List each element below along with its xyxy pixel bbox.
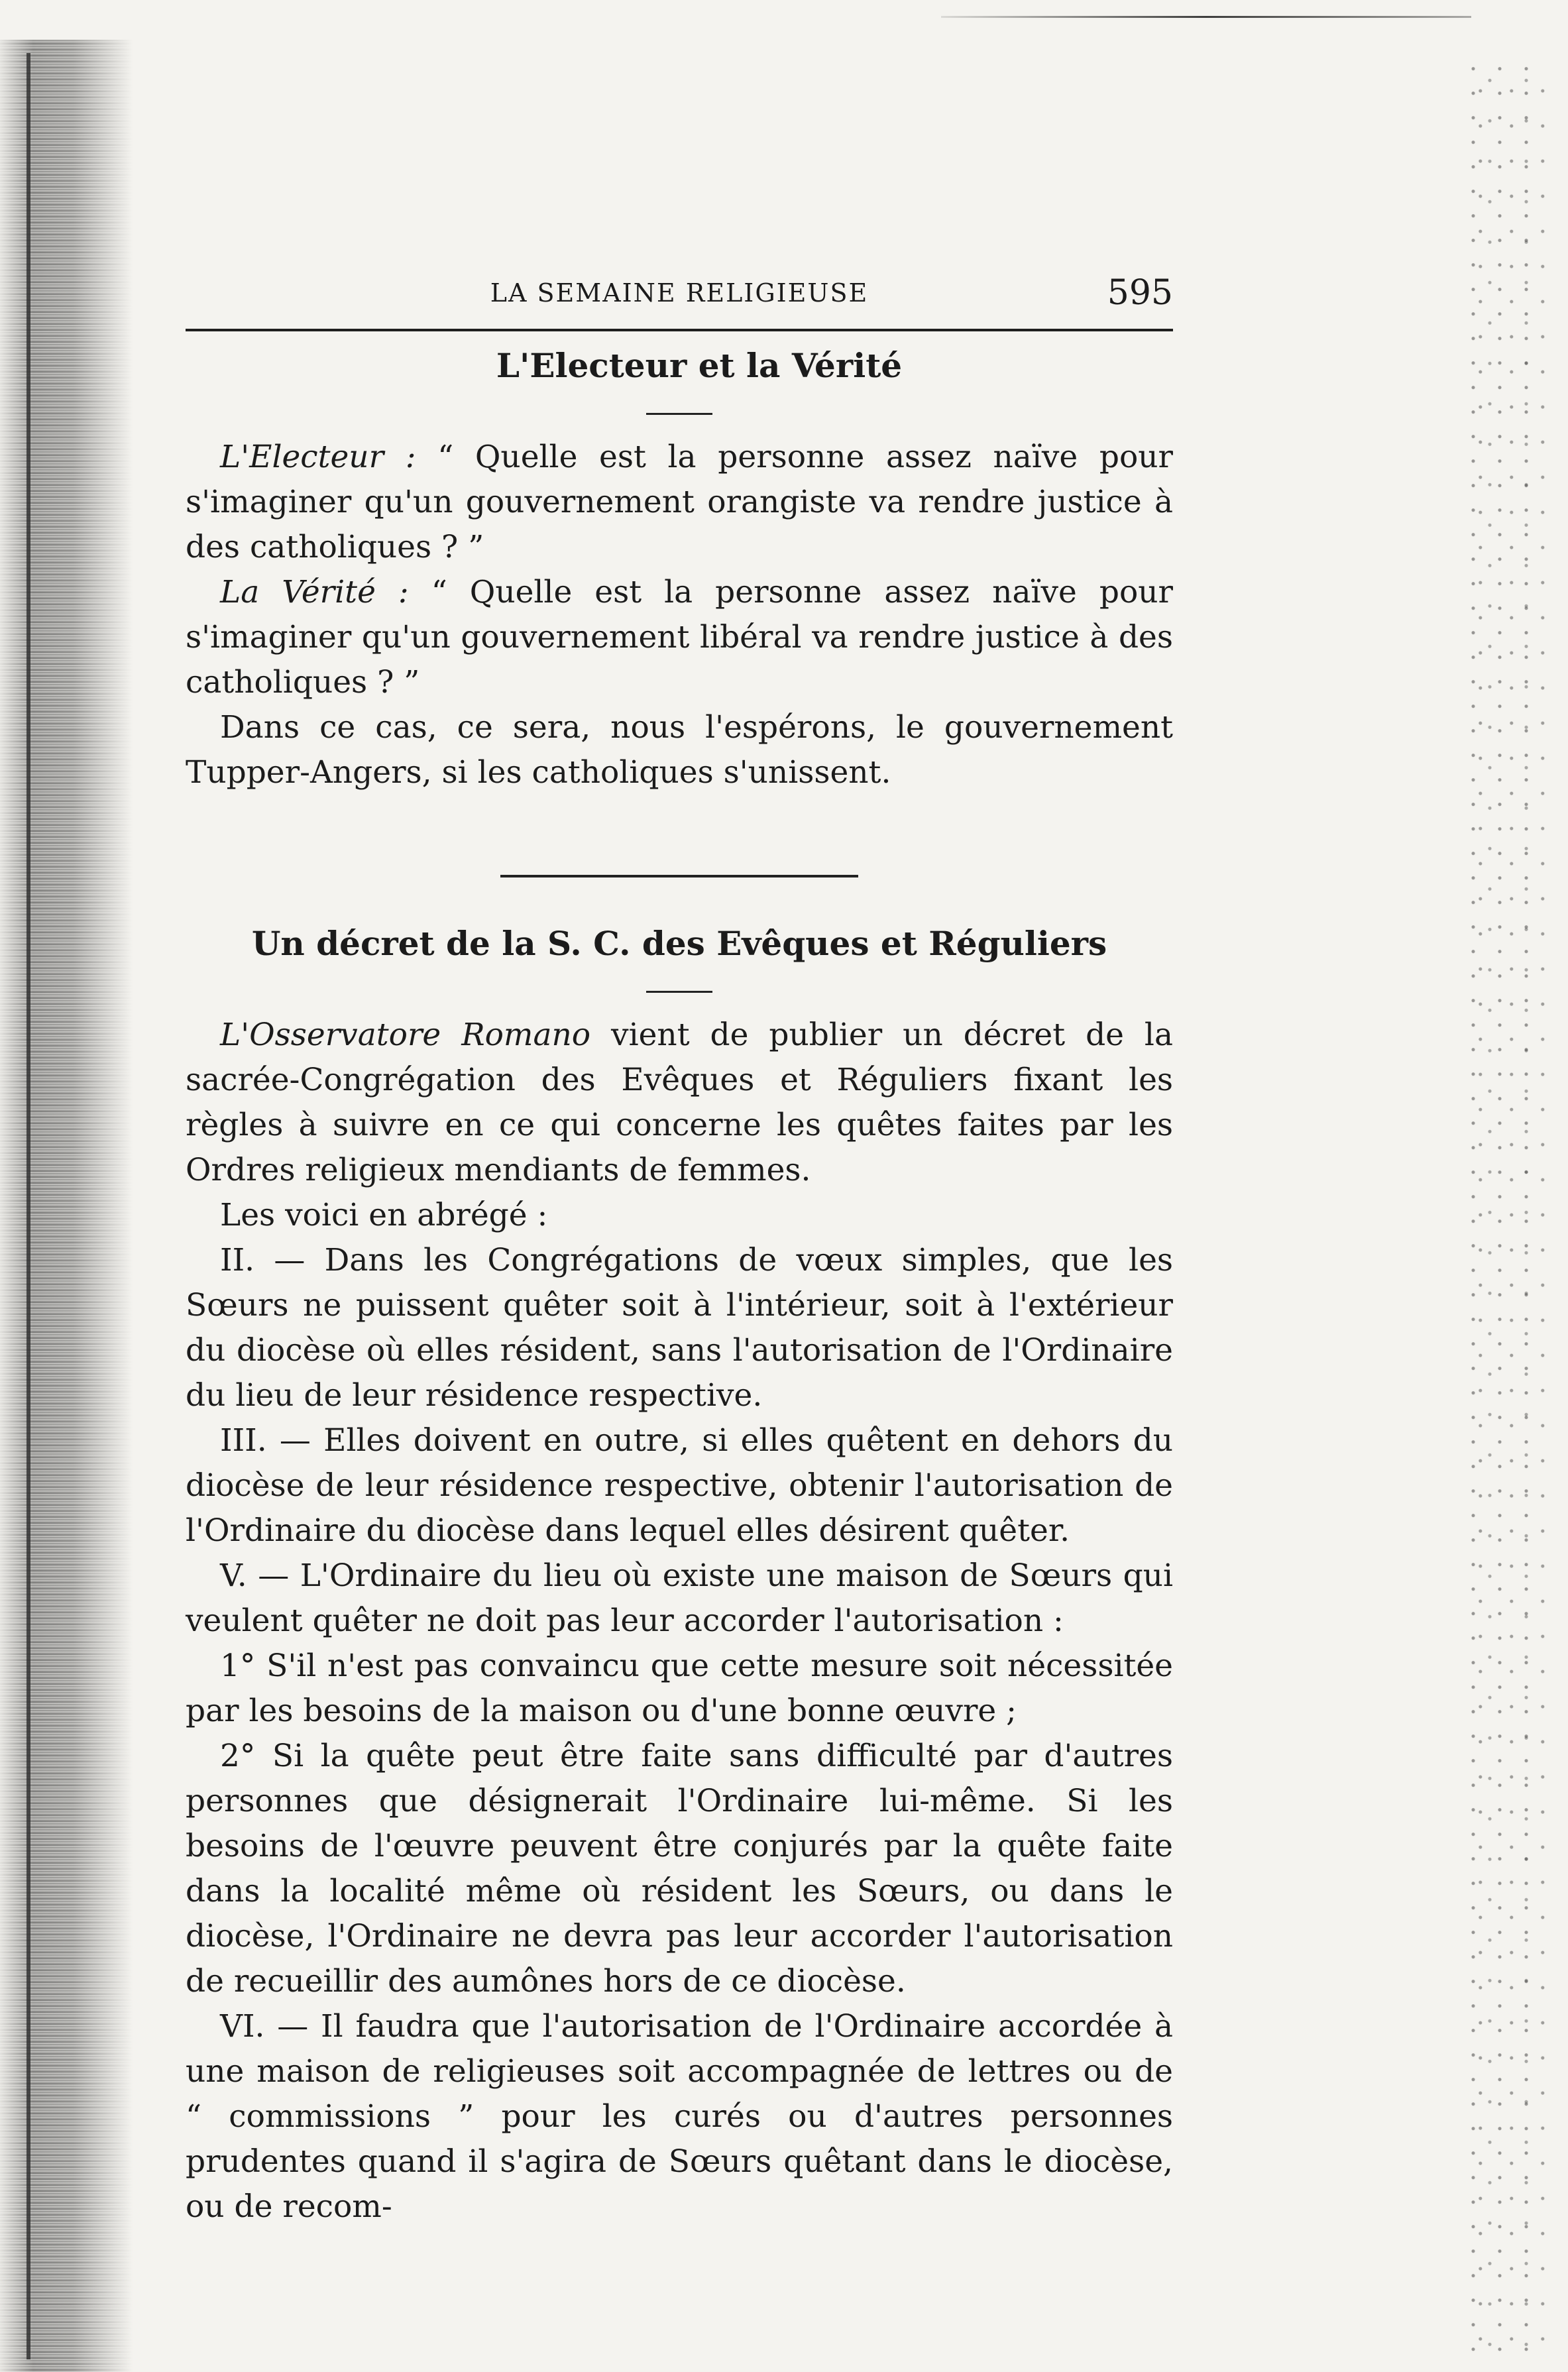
paragraph	[186, 705, 1173, 795]
paragraph-text: Dans ce cas, ce sera, nous l'espérons, le gouvernement Tupper-Angers, si les catholiques s'unissent.	[186, 709, 1173, 791]
article-decret	[186, 924, 1173, 2230]
paragraph: 2° Si la quête peut être faite sans difficulté par d'autres personnes que désignerait l'Ordinaire lui-même. Si les besoins de l'œuvre peuvent être conjurés par la quête faite dans la localité même où résident les Sœurs, ou dans le diocèse, l'Ordinaire ne devra pas leur accorder l'autorisation de recueillir des aumônes hors de ce diocèse.	[186, 1738, 1173, 2000]
paragraph-text: “ Quelle est la personne assez naïve pour s'imaginer qu'un gouvernement libéral va rendre justice à des catholiques ? ”	[186, 574, 1173, 701]
paragraph	[186, 435, 1173, 570]
paragraph: II. — Dans les Congrégations de vœux simples, que les Sœurs ne puissent quêter soit à l'intérieur, soit à l'extérieur du diocèse où elles résident, sans l'autorisation de l'Ordinaire du lieu de leur résidence respective.	[186, 1242, 1173, 1414]
binding-line	[27, 53, 30, 2359]
paragraph: V. — L'Ordinaire du lieu où existe une maison de Sœurs qui veulent quêter ne doit pas leur accorder l'autorisation :	[186, 1557, 1173, 1639]
article-electeur	[186, 346, 1173, 795]
paragraph: 1° S'il n'est pas convaincu que cette mesure soit nécessitée par les besoins de la maison ou d'une bonne œuvre ;	[186, 1648, 1173, 1729]
title-dash	[646, 991, 712, 993]
scan-speckle	[1468, 66, 1547, 2353]
speaker-label: L'Electeur :	[220, 439, 416, 475]
speaker-label: La Vérité :	[220, 574, 409, 610]
paragraph-text: vient de publier un décret de la sacrée-Congrégation des Evêques et Réguliers fixant les règles à suivre en ce qui concerne les quêtes faites par les Ordres religieux mendiants de femmes.	[186, 1017, 1173, 1188]
article-title: L'Electeur et la Vérité	[496, 346, 903, 385]
section-separator	[500, 875, 858, 877]
newspaper-name: L'Osservatore Romano	[220, 1017, 591, 1053]
binding-shadow	[0, 40, 133, 2372]
paragraph: III. — Elles doivent en outre, si elles quêtent en dehors du diocèse de leur résidence respective, obtenir l'autorisation de l'Ordinaire du diocèse dans lequel elles désirent quêter.	[186, 1422, 1173, 1549]
scan-top-mark	[941, 16, 1471, 18]
paragraph: VI. — Il faudra que l'autorisation de l'Ordinaire accordée à une maison de religieuses soit accompagnée de lettres ou de “ commissions ” pour les curés ou d'autres personnes prudentes quand il s'agira de Sœurs quêtant dans le diocèse, ou de recom-	[186, 2008, 1173, 2225]
running-title: LA SEMAINE RELIGIEUSE	[490, 278, 869, 308]
header-rule	[186, 329, 1173, 331]
article-title: Un décret de la S. C. des Evêques et Réguliers	[251, 924, 1107, 963]
title-dash	[646, 413, 712, 415]
page	[186, 273, 1173, 2230]
running-head	[186, 273, 1173, 325]
paragraph-text: “ Quelle est la personne assez naïve pour s'imaginer qu'un gouvernement orangiste va rendre justice à des catholiques ? ”	[186, 439, 1173, 565]
paragraph	[186, 570, 1173, 705]
paragraph	[186, 1013, 1173, 1193]
page-number: 595	[1107, 273, 1173, 313]
paragraph: Les voici en abrégé :	[220, 1197, 548, 1233]
